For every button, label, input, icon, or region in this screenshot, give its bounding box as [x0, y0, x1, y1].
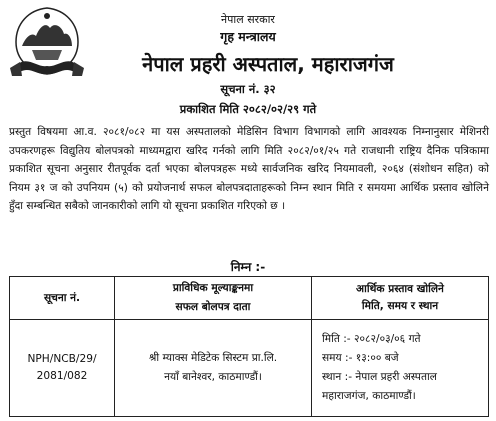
header-opening: आर्थिक प्रस्ताव खोलिने मिति, समय र स्थान [312, 277, 489, 320]
header-notice-no: सूचना नं. [10, 277, 115, 320]
cell-opening-details: मिति :- २०८२/०३/०६ गते समय :- १३:०० बजे स्थान :- नेपाल प्रहरी अस्पताल महाराजगंज, काठमाण्डौं। [312, 320, 489, 417]
header-bidder: प्राविधिक मूल्याङ्कनमा सफल बोलपत्र दाता [115, 277, 312, 320]
publish-date: प्रकाशित मिति २०८२/०२/२९ गते [179, 102, 317, 116]
notice-number: सूचना नं. ३२ [220, 82, 276, 96]
notice-table [9, 276, 489, 417]
hospital-title: नेपाल प्रहरी अस्पताल, महाराजगंज [142, 52, 394, 76]
ministry-label: गृह मन्त्रालय [220, 29, 276, 44]
cell-notice-no: NPH/NCB/29/ 2081/082 [10, 320, 115, 417]
government-label: नेपाल सरकार [221, 13, 275, 26]
list-subheading: निम्न :- [230, 260, 266, 274]
opening-time: समय :- १३:०० बजे [322, 352, 399, 364]
opening-date: मिति :- २०८२/०३/०६ गते [322, 333, 421, 345]
cell-bidder: श्री म्याक्स मेडिटेक सिस्टम प्रा.लि. नयाँ बानेश्वर, काठमाण्डौं। [115, 320, 312, 417]
notice-paragraph: प्रस्तुत विषयमा आ.व. २०८१/०८२ मा यस अस्पतालको मेडिसिन विभाग विभागको लागि आवश्यक निम्नानुसार मेशिनरी उपकरणहरू विद्युतिय बोलपत्रको माध्यमद्वारा खरिद गर्नको लागि मिति २०८२/०१/२५ गते राजधानी राष्ट्रिय दैनिक पत्रिकामा प्रकाशित सूचना अनुसार रीतपूर्वक दर्ता भएका बोलपत्रहरू मध्ये सार्वजनिक खरिद नियमावली, २०६४ (संशोधन सहित) को नियम ३१ ज को उपनियम (५) को प्रयोजनार्थ सफल बोलपत्रदाताहरूको निम्न स्थान मिति र समयमा आर्थिक प्रस्ताव खोलिने हुँदा सम्बन्धित सबैको जानकारीको लागि यो सूचना प्रकाशित गरिएको छ । [9, 126, 489, 213]
table-header-row [10, 277, 489, 320]
table-row [10, 320, 489, 417]
opening-place: स्थान :- नेपाल प्रहरी अस्पताल [322, 371, 437, 383]
